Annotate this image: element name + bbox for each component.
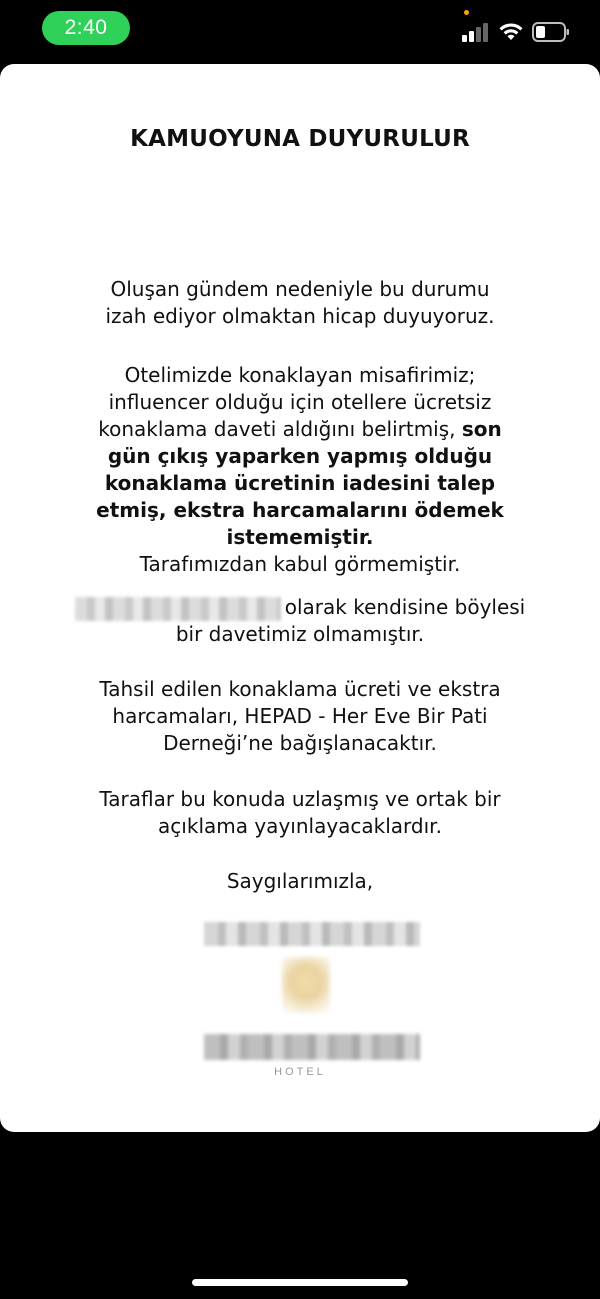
text-line: açıklama yayınlayacaklardır. bbox=[158, 814, 442, 838]
text-line: Tarafımızdan kabul görmemiştir. bbox=[139, 552, 461, 576]
text-line-bold bbox=[40, 524, 560, 551]
hotel-logo-emblem bbox=[282, 957, 330, 1013]
paragraph-guest-claim bbox=[40, 362, 560, 578]
text-line-mixed bbox=[40, 594, 560, 621]
privacy-indicator-dot bbox=[464, 10, 469, 15]
home-indicator[interactable] bbox=[192, 1279, 408, 1286]
text-segment-bold: son bbox=[461, 417, 502, 441]
announcement-image bbox=[0, 64, 600, 1132]
text-line: Saygılarımızla, bbox=[226, 869, 374, 893]
text-line-bold bbox=[40, 443, 560, 470]
text-segment: konaklama daveti aldığını belirtmiş, bbox=[98, 417, 462, 441]
wifi-icon bbox=[498, 20, 524, 42]
paragraph-agreement bbox=[40, 786, 560, 840]
blurred-name bbox=[75, 597, 281, 621]
blurred-hotel-name bbox=[204, 1034, 420, 1060]
text-line-mixed bbox=[40, 416, 560, 443]
text-segment-bold: istememiştir. bbox=[226, 525, 374, 549]
text-line: Derneği’ne bağışlanacaktır. bbox=[163, 731, 437, 755]
text-segment-bold: gün çıkış yaparken yapmış olduğu bbox=[107, 444, 493, 468]
paragraph-intro bbox=[40, 276, 560, 330]
signal-icon bbox=[462, 22, 490, 42]
text-line-bold bbox=[40, 470, 560, 497]
battery-icon bbox=[532, 22, 570, 42]
text-segment-bold: etmiş, ekstra harcamalarını ödemek bbox=[96, 498, 504, 522]
announcement-title: KAMUOYUNA DUYURULUR bbox=[130, 126, 470, 152]
text-line: harcamaları, HEPAD - Her Eve Bir Pati bbox=[112, 704, 488, 728]
text-line: Otelimizde konaklayan misafirimiz; bbox=[124, 363, 476, 387]
status-bar bbox=[0, 0, 600, 60]
paragraph-donation bbox=[40, 676, 560, 757]
time-pill[interactable]: 2:40 bbox=[42, 11, 130, 45]
text-line: Oluşan gündem nedeniyle bu durumu bbox=[110, 277, 490, 301]
text-line: Taraflar bu konuda uzlaşmış ve ortak bir bbox=[99, 787, 501, 811]
text-segment-bold: konaklama ücretinin iadesini talep bbox=[104, 471, 496, 495]
text-line: bir davetimiz olmamıştır. bbox=[175, 622, 425, 646]
text-line: Tahsil edilen konaklama ücreti ve ekstra bbox=[99, 677, 501, 701]
text-line-bold bbox=[40, 497, 560, 524]
closing-text bbox=[40, 868, 560, 895]
text-segment: olarak kendisine böylesi bbox=[284, 595, 526, 619]
paragraph-no-invitation bbox=[40, 594, 560, 648]
text-line: izah ediyor olmaktan hicap duyuyoruz. bbox=[105, 304, 495, 328]
blurred-signature bbox=[204, 922, 420, 946]
text-line: influencer olduğu için otellere ücretsiz bbox=[108, 390, 492, 414]
hotel-label: HOTEL bbox=[274, 1066, 326, 1078]
